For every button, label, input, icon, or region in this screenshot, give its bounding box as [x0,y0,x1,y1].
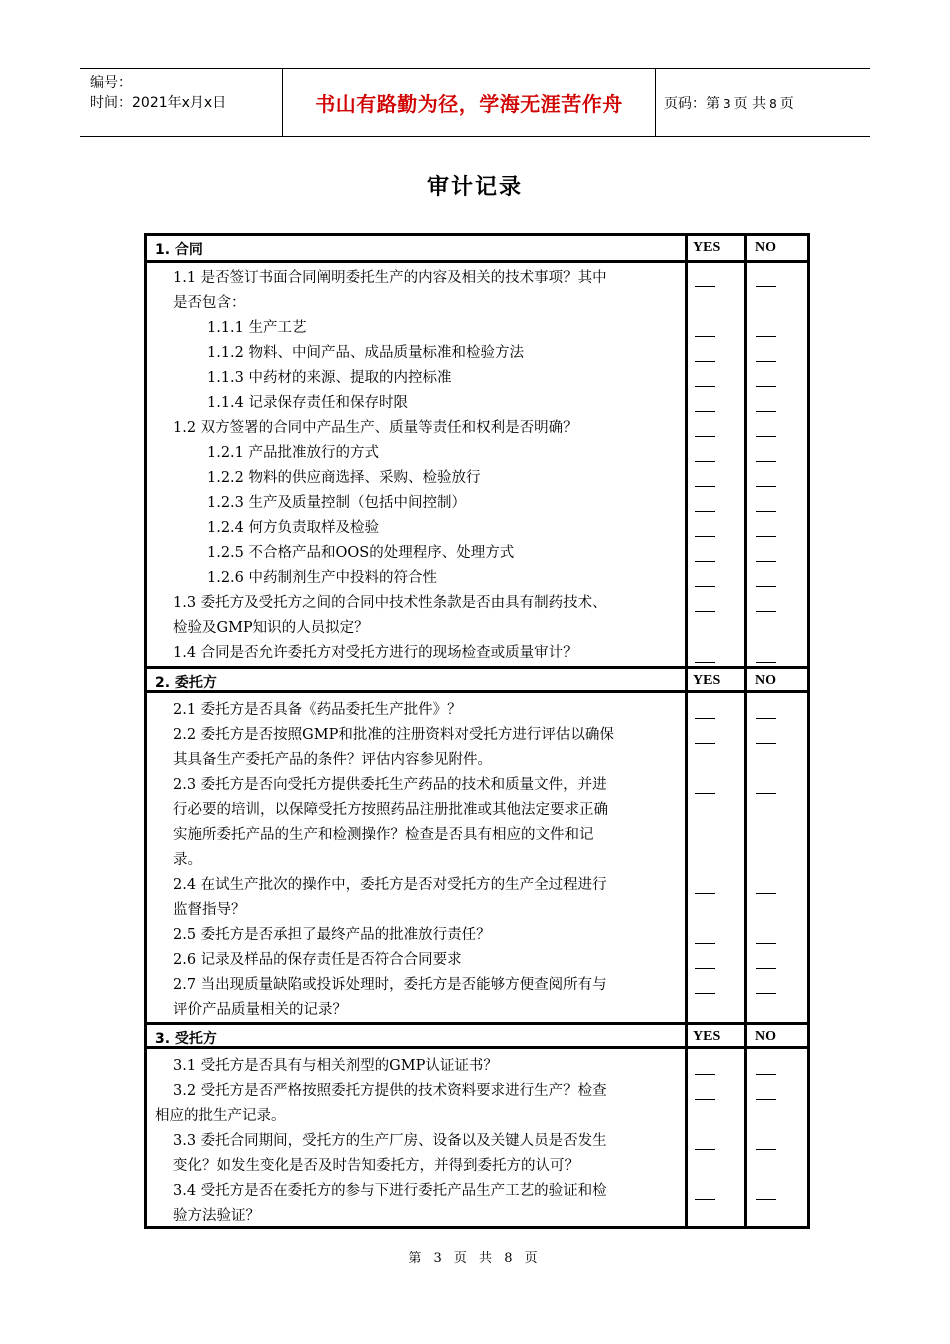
no-checkbox[interactable] [756,968,776,969]
question-text: 录。 [173,852,202,868]
question-text: 1.2.2 物料的供应商选择、采购、检验放行 [207,470,481,486]
page-footer: 第 3 页 共 8 页 [408,1251,542,1266]
page-header [80,68,870,137]
yes-checkbox[interactable] [695,793,715,794]
no-checkbox[interactable] [756,718,776,719]
question-text: 1.2.1 产品批准放行的方式 [207,445,380,461]
motto: 书山有路勤为径，学海无涯苦作舟 [282,69,656,136]
no-checkbox[interactable] [756,793,776,794]
question-text: 1.4 合同是否允许委托方对受托方进行的现场检查或质量审计？ [173,645,578,661]
question-text: 2.4 在试生产批次的操作中，委托方是否对受托方的生产全过程进行 [173,877,607,893]
question-text: 1.3 委托方及受托方之间的合同中技术性条款是否由具有制药技术、 [173,595,607,611]
question-text: 1.1 是否签订书面合同阐明委托生产的内容及相关的技术事项？其中 [173,270,607,286]
yes-checkbox[interactable] [695,386,715,387]
no-checkbox[interactable] [756,586,776,587]
no-checkbox[interactable] [756,893,776,894]
question-text: 3.3 委托合同期间，受托方的生产厂房、设备以及关键人员是否发生 [173,1133,607,1149]
no-checkbox[interactable] [756,511,776,512]
yes-checkbox[interactable] [695,336,715,337]
no-checkbox[interactable] [756,993,776,994]
yes-checkbox[interactable] [695,968,715,969]
no-checkbox[interactable] [756,336,776,337]
question-text: 1.2.3 生产及质量控制（包括中间控制） [207,495,467,511]
question-text: 检验及GMP知识的人员拟定？ [173,620,369,636]
page-indicator: 页码：第 3 页 共 8 页 [664,96,794,112]
question-text: 1.1.1 生产工艺 [207,320,307,336]
yes-checkbox[interactable] [695,943,715,944]
no-checkbox[interactable] [756,1149,776,1150]
yes-checkbox[interactable] [695,1199,715,1200]
yes-checkbox[interactable] [695,536,715,537]
yes-checkbox[interactable] [695,1074,715,1075]
no-checkbox[interactable] [756,1199,776,1200]
question-text: 3.4 受托方是否在委托方的参与下进行委托产品生产工艺的验证和检 [173,1183,607,1199]
question-text: 相应的批生产记录。 [155,1108,286,1124]
no-checkbox[interactable] [756,286,776,287]
question-text: 其具备生产委托产品的条件？评估内容参见附件。 [173,752,492,768]
yes-checkbox[interactable] [695,718,715,719]
question-text: 验方法验证？ [173,1208,260,1224]
no-checkbox[interactable] [756,1099,776,1100]
question-text: 2.7 当出现质量缺陷或投诉处理时，委托方是否能够方便查阅所有与 [173,977,607,993]
yes-checkbox[interactable] [695,486,715,487]
section-header-client: 2. 委托方 YES NO [147,666,807,693]
question-text: 监督指导？ [173,902,246,918]
question-text: 1.1.4 记录保存责任和保存时限 [207,395,409,411]
question-text: 变化？如发生变化是否及时告知委托方，并得到委托方的认可？ [173,1158,579,1174]
no-checkbox[interactable] [756,436,776,437]
question-text: 1.2.6 中药制剂生产中投料的符合性 [207,570,438,586]
section-header-contract: 1. 合同 YES NO [147,236,807,263]
question-text: 1.2.4 何方负责取样及检验 [207,520,380,536]
yes-checkbox[interactable] [695,586,715,587]
question-text: 1.2 双方签署的合同中产品生产、质量等责任和权利是否明确？ [173,420,578,436]
yes-checkbox[interactable] [695,286,715,287]
yes-checkbox[interactable] [695,436,715,437]
question-text: 是否包含： [173,295,246,311]
audit-table [144,233,810,1229]
yes-checkbox[interactable] [695,361,715,362]
yes-checkbox[interactable] [695,1149,715,1150]
question-text: 3.1 受托方是否具有与相关剂型的GMP认证证书？ [173,1058,498,1074]
no-checkbox[interactable] [756,361,776,362]
no-checkbox[interactable] [756,943,776,944]
question-text: 2.1 委托方是否具备《药品委托生产批件》？ [173,702,462,718]
no-checkbox[interactable] [756,536,776,537]
yes-checkbox[interactable] [695,561,715,562]
question-text: 1.1.2 物料、中间产品、成品质量标准和检验方法 [207,345,525,361]
yes-checkbox[interactable] [695,893,715,894]
no-checkbox[interactable] [756,461,776,462]
yes-checkbox[interactable] [695,611,715,612]
no-checkbox[interactable] [756,386,776,387]
yes-checkbox[interactable] [695,1099,715,1100]
question-text: 实施所委托产品的生产和检测操作？检查是否具有相应的文件和记 [173,827,594,843]
no-checkbox[interactable] [756,743,776,744]
question-text: 2.5 委托方是否承担了最终产品的批准放行责任？ [173,927,491,943]
question-text: 2.2 委托方是否按照GMP和批准的注册资料对受托方进行评估以确保 [173,727,614,743]
yes-checkbox[interactable] [695,411,715,412]
question-text: 1.2.5 不合格产品和OOS的处理程序、处理方式 [207,545,515,561]
yes-checkbox[interactable] [695,662,715,663]
section-header-contractor: 3. 受托方 YES NO [147,1022,807,1049]
no-checkbox[interactable] [756,662,776,663]
page-title: 审计记录 [426,174,523,200]
yes-checkbox[interactable] [695,993,715,994]
question-text: 评价产品质量相关的记录？ [173,1002,347,1018]
question-text: 3.2 受托方是否严格按照委托方提供的技术资料要求进行生产？检查 [173,1083,607,1099]
no-checkbox[interactable] [756,411,776,412]
time-label: 时间：2021年x月x日 [90,95,227,111]
question-text: 2.3 委托方是否向受托方提供委托生产药品的技术和质量文件，并进 [173,777,607,793]
number-label: 编号： [90,75,132,91]
no-checkbox[interactable] [756,611,776,612]
no-checkbox[interactable] [756,486,776,487]
no-checkbox[interactable] [756,1074,776,1075]
question-text: 2.6 记录及样品的保存责任是否符合合同要求 [173,952,462,968]
question-text: 行必要的培训，以保障受托方按照药品注册批准或其他法定要求正确 [173,802,608,818]
yes-checkbox[interactable] [695,743,715,744]
yes-checkbox[interactable] [695,511,715,512]
yes-checkbox[interactable] [695,461,715,462]
column-divider [744,236,747,1226]
no-checkbox[interactable] [756,561,776,562]
question-text: 1.1.3 中药材的来源、提取的内控标准 [207,370,452,386]
header-left [90,73,226,113]
